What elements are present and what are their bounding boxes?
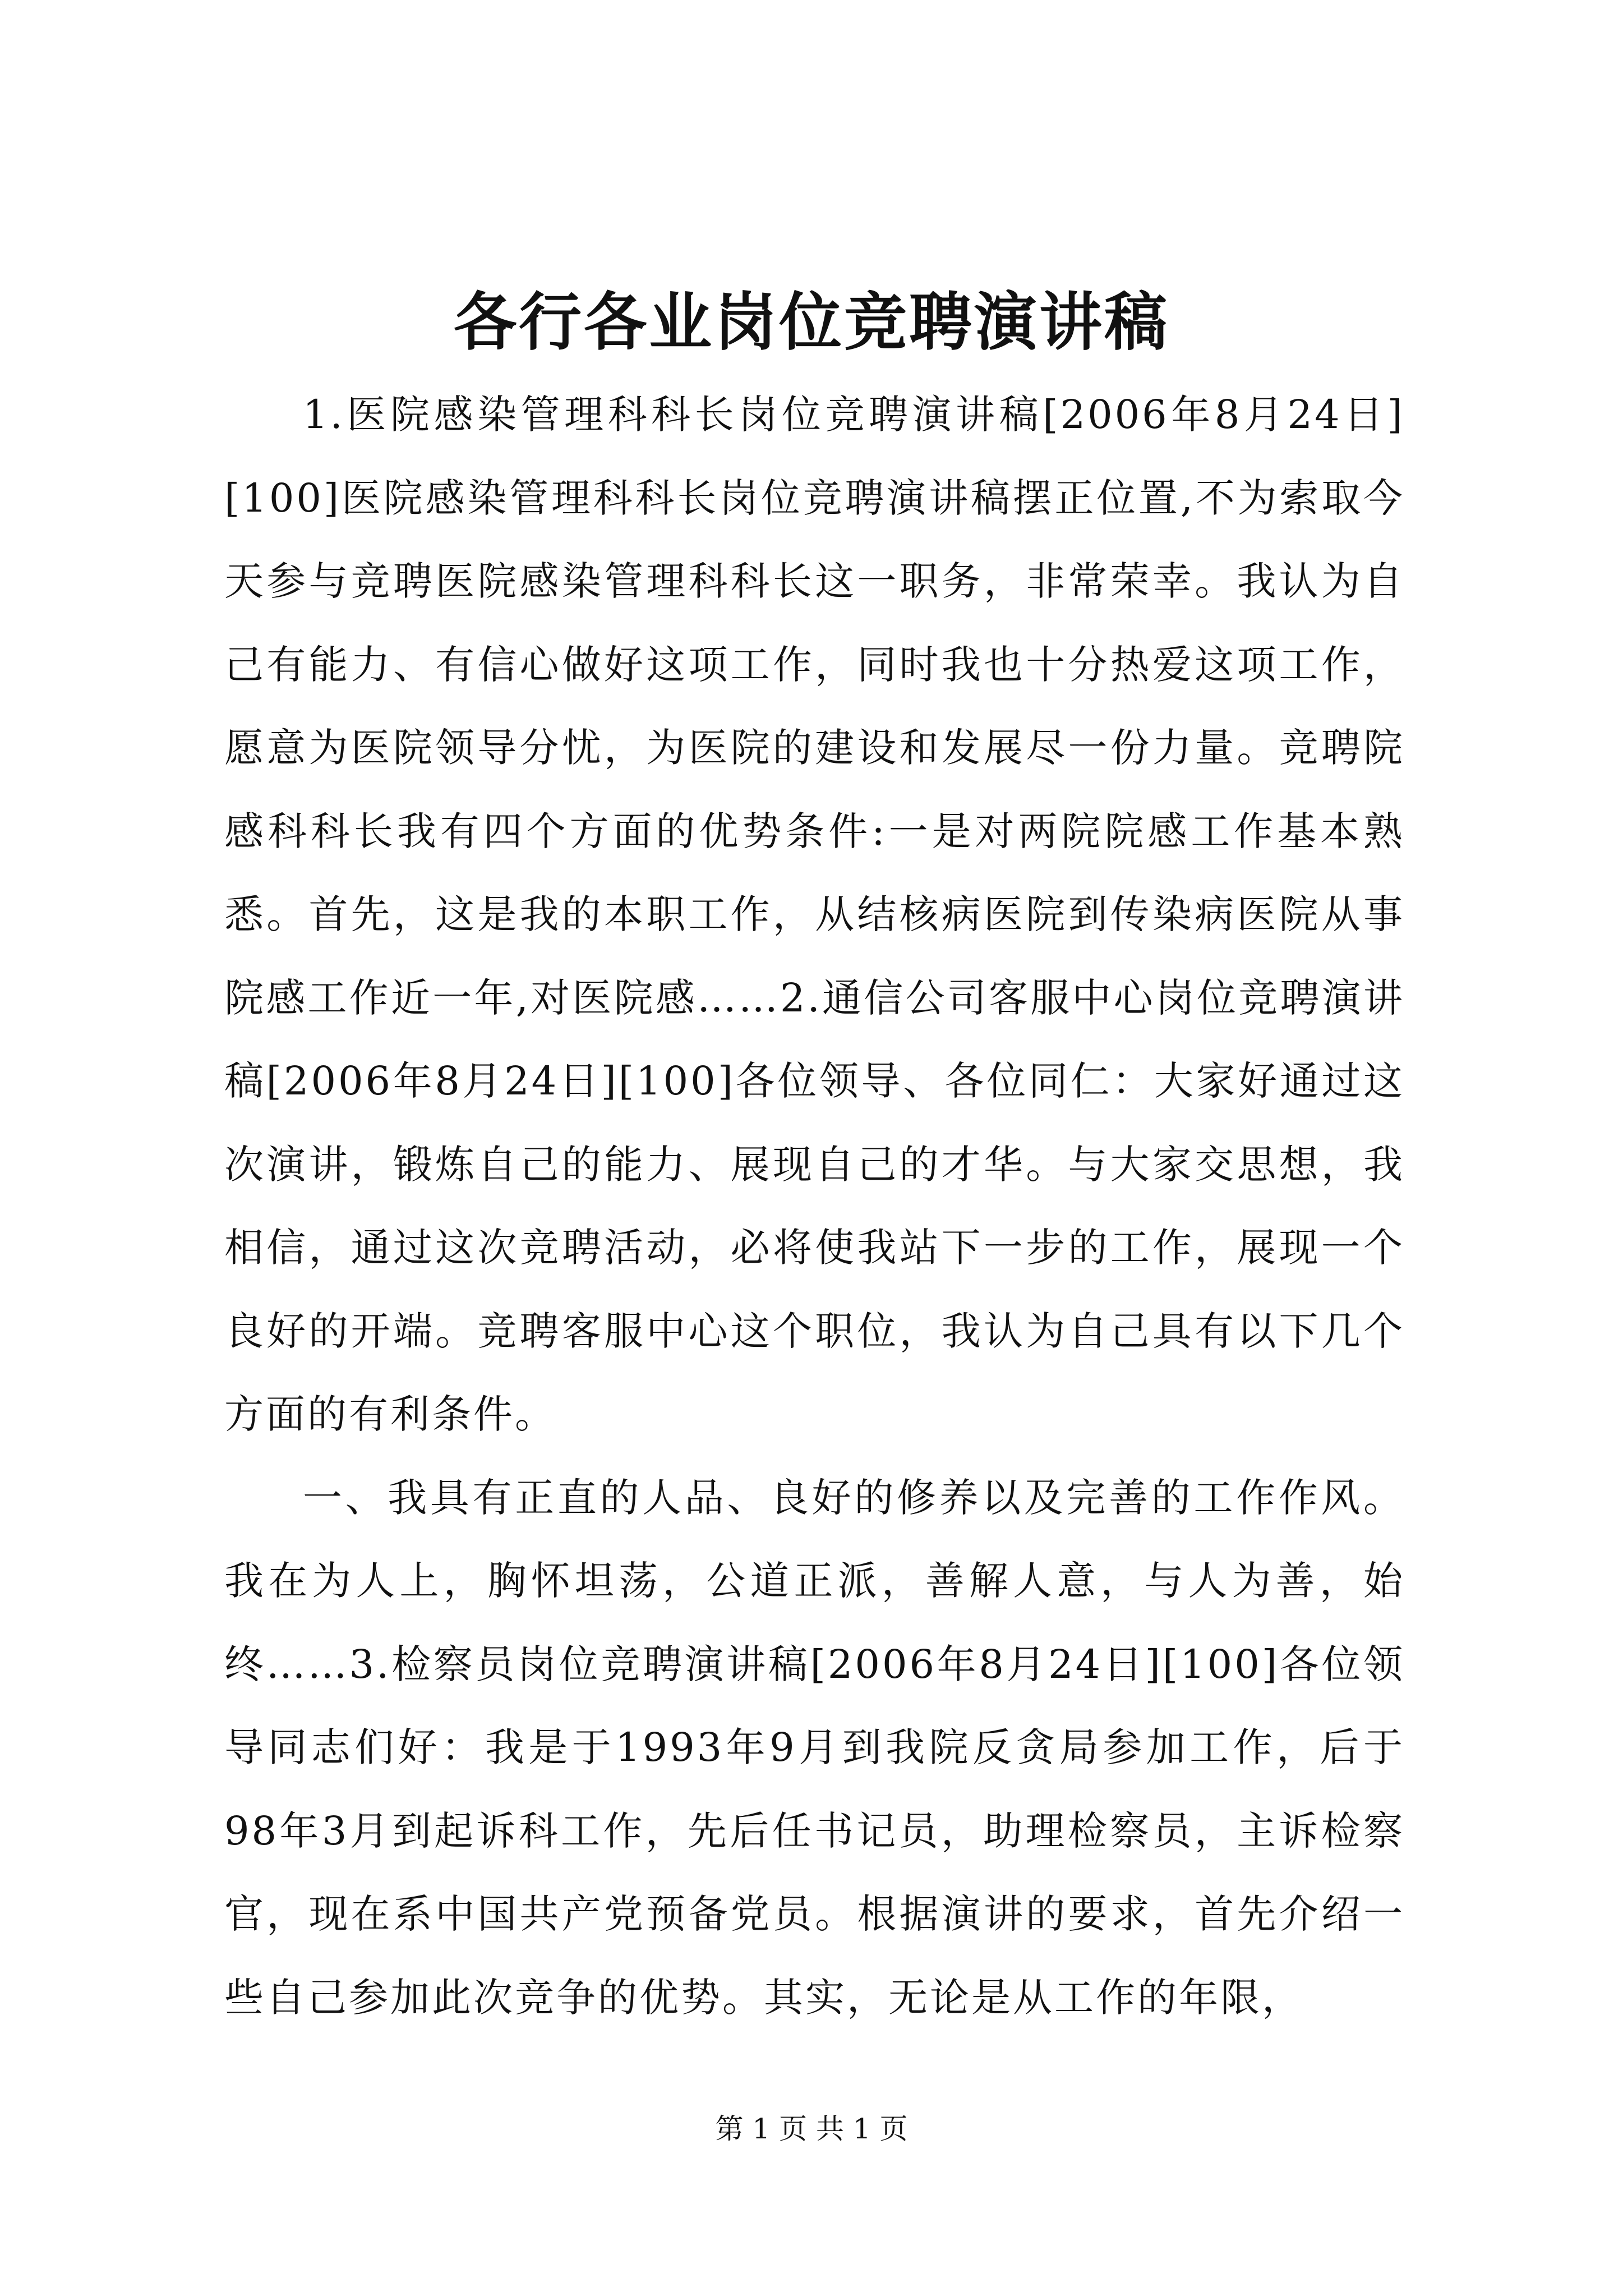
paragraph-1: 1.医院感染管理科科长岗位竞聘演讲稿[2006年8月24日][100]医院感染管理科科长岗位竞聘演讲稿摆正位置,不为索取今天参与竞聘医院感染管理科科长这一职务，非常荣幸。我认为自己有能力、有信心做好这项工作，同时我也十分热爱这项工作，愿意为医院领导分忧，为医院的建设和发展尽一份力量。竞聘院感科科长我有四个方面的优势条件:一是对两院院感工作基本熟悉。首先，这是我的本职工作，从结核病医院到传染病医院从事院感工作近一年,对医院感……2.通信公司客服中心岗位竞聘演讲稿[2006年8月24日][100]各位领导、各位同仁：大家好通过这次演讲，锻炼自己的能力、展现自己的才华。与大家交思想，我相信，通过这次竞聘活动，必将使我站下一步的工作，展现一个良好的开端。竞聘客服中心这个职位，我认为自己具有以下几个方面的有利条件。 [224, 392, 1405, 1437]
page-footer: 第 1 页 共 1 页 [715, 2113, 908, 2145]
paragraph-2: 一、我具有正直的人品、良好的修养以及完善的工作作风。我在为人上，胸怀坦荡，公道正派，善解人意，与人为善，始终……3.检察员岗位竞聘演讲稿[2006年8月24日][100]各位领导同志们好：我是于1993年9月到我院反贪局参加工作，后于98年3月到起诉科工作，先后任书记员，助理检察员，主诉检察官，现在系中国共产党预备党员。根据演讲的要求，首先介绍一些自己参加此次竞争的优势。其实，无论是从工作的年限， [224, 1474, 1405, 2021]
document-title: 各行各业岗位竞聘演讲稿 [454, 286, 1169, 359]
document-body [224, 373, 1405, 2039]
